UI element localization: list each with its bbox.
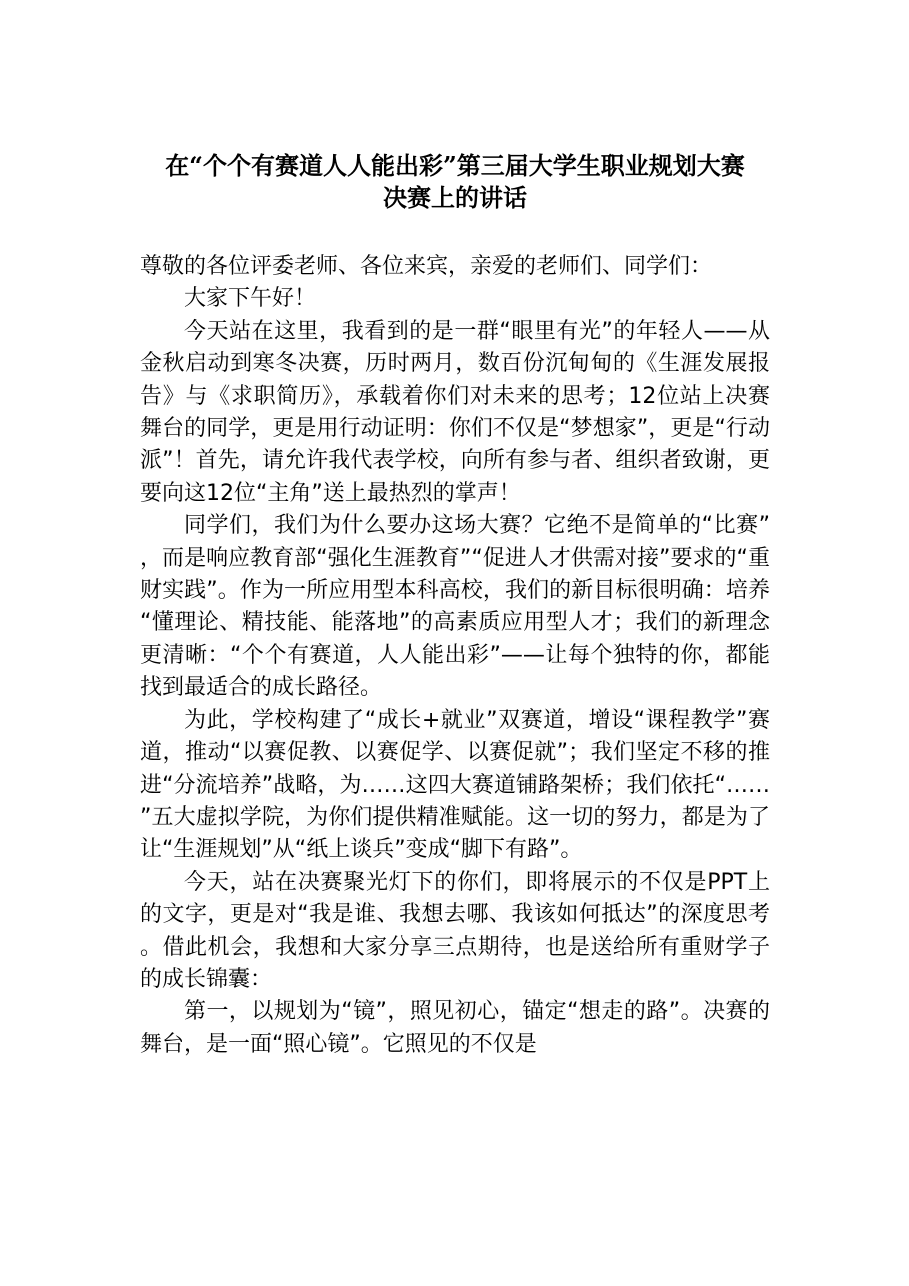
paragraph-measures: 为此，学校构建了“成长+就业”双赛道，增设“课程教学”赛道，推动“以赛促教、以赛促学、以赛促就”；我们坚定不移的推进“分流培养”战略，为……这四大赛道铺路架桥；我们依托“……”五大虚拟学院，为你们提供精准赋能。这一切的努力，都是为了让“生涯规划”从“纸上谈兵”变成“脚下有路”。 — [140, 707, 770, 863]
document-title — [140, 150, 770, 214]
document-body — [140, 251, 770, 1061]
title-line-1: 在“个个有赛道人人能出彩”第三届大学生职业规划大赛 — [165, 151, 745, 180]
paragraph-opening: 今天站在这里，我看到的是一群“眼里有光”的年轻人——从金秋启动到寒冬决赛，历时两月，数百份沉甸甸的《生涯发展报告》与《求职简历》，承载着你们对未来的思考；12位站上决赛舞台的同学，更是用行动证明：你们不仅是“梦想家”，更是“行动派”！首先，请允许我代表学校，向所有参与者、组织者致谢，更要向这12位“主角”送上最热烈的掌声！ — [140, 318, 770, 506]
paragraph-point-one: 第一，以规划为“镜”，照见初心，锚定“想走的路”。决赛的舞台，是一面“照心镜”。它照见的不仅是 — [140, 999, 770, 1057]
salutation: 尊敬的各位评委老师、各位来宾，亲爱的老师们、同学们： — [140, 254, 713, 279]
title-line-2: 决赛上的讲话 — [383, 183, 527, 212]
paragraph-greeting: 大家下午好！ — [184, 286, 317, 312]
document-page — [140, 150, 770, 1061]
paragraph-expectations: 今天，站在决赛聚光灯下的你们，即将展示的不仅是PPT上的文字，更是对“我是谁、我想去哪、我该如何抵达”的深度思考。借此机会，我想和大家分享三点期待，也是送给所有重财学子的成长锦囊： — [140, 869, 770, 992]
paragraph-purpose: 同学们，我们为什么要办这场大赛？它绝不是简单的“比赛”，而是响应教育部“强化生涯教育”“促进人才供需对接”要求的“重财实践”。作为一所应用型本科高校，我们的新目标很明确：培养“懂理论、精技能、能落地”的高素质应用型人才；我们的新理念更清晰：“个个有赛道，人人能出彩”——让每个独特的你，都能找到最适合的成长路径。 — [140, 513, 770, 701]
